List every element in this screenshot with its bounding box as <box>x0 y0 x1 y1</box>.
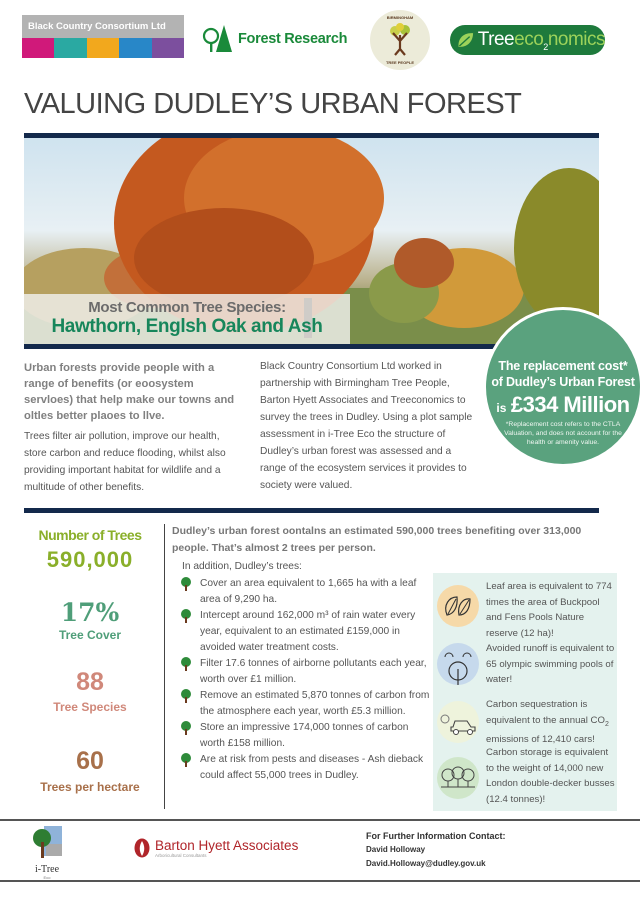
forest-summary: Dudley’s urban forest oontalns an estimated 590,000 trees benefiting over 313,000 people. That’s almost 2 trees per person. <box>172 525 582 554</box>
panel-text-part: Carbon sequestration is equivalent to the annual CO <box>486 699 605 726</box>
treeco-part: Tree <box>477 28 515 50</box>
species-list: Hawthorn, Englsh Oak and Ash <box>51 316 323 337</box>
trees-per-hectare-value: 60 <box>76 747 104 775</box>
tree-person-icon <box>385 23 415 57</box>
forest-research-trees-icon <box>202 24 234 54</box>
bha-name: Barton Hyett Associates <box>155 838 299 853</box>
species-heading: Most Common Tree Species: <box>88 299 286 316</box>
rain-tree-icon <box>437 643 479 685</box>
treeconomics-logo <box>450 25 605 55</box>
list-item <box>180 752 432 784</box>
trees-per-hectare-label: Trees per hectare <box>40 780 140 794</box>
leaves-icon <box>437 585 479 627</box>
section-divider <box>24 508 599 513</box>
tree-bullet-icon <box>180 657 192 671</box>
treeco-part: o <box>533 28 544 50</box>
tree-bullet-icon <box>180 721 192 735</box>
tree-cover-label: Tree Cover <box>58 628 122 642</box>
contact-block <box>366 829 506 871</box>
trees-icon <box>437 757 479 799</box>
bullet-text: Remove an estimated 5,870 tonnes of carbon from the atmosphere each year, worth £5.3 million. <box>200 690 430 717</box>
tree-species-value: 88 <box>76 668 104 696</box>
list-item <box>180 720 432 752</box>
forest-research-logo <box>202 24 347 54</box>
panel-text: Avoided runoff is equivalent to 65 olympic swimming pools of water! <box>486 643 615 685</box>
treeco-sub: 2 <box>543 41 548 52</box>
cost-is: is <box>496 401 507 415</box>
treeconomics-text <box>478 29 605 52</box>
tree-bullet-icon <box>180 577 192 591</box>
cost-line2: of Dudley’s Urban Forest <box>491 375 635 389</box>
i-tree-icon <box>32 826 62 860</box>
cost-heading <box>486 358 640 390</box>
replacement-cost-badge <box>483 307 640 467</box>
i-tree-sub: Eco <box>43 875 51 880</box>
cost-footnote: *Replacement cost refers to the CTLA Valuation, and does not account for the health or amenity value. <box>504 421 622 446</box>
bcc-logo-text: Black Country Consortium Ltd <box>22 15 184 38</box>
equivalents-panel <box>433 573 617 811</box>
intro-lead: Urban forests provide people with a range of benefits (or eoosystem servloes) that help make our towns and oltles better plaoes to llve. <box>24 362 235 422</box>
tree-cover-value: 17% <box>60 598 120 627</box>
species-banner <box>24 294 350 344</box>
tree-bullet-icon <box>180 609 192 623</box>
footer-top-rule <box>0 819 640 821</box>
partnership-paragraph: Black Country Consortium Ltd worked in partnership with Birmingham Tree People, Barton Hyett Associates and Treeconomics to survey the trees in Dudley. Using a plot sample assessment in i-Tree Eco the structure of Dudley’s urban forest was assessed and a range of the ecosystem services it provides to society were valued. <box>260 361 473 491</box>
car-icon <box>437 701 479 743</box>
co2-subscript: 2 <box>604 720 609 728</box>
treeco-part: ec <box>514 28 534 50</box>
tree-bullet-icon <box>180 689 192 703</box>
bullet-text: Store an impressive 174,000 tonnes of carbon worth £158 million. <box>200 722 409 749</box>
bcc-bar <box>54 38 86 58</box>
bcc-bar <box>87 38 119 58</box>
bcc-bar <box>22 38 54 58</box>
panel-text <box>486 697 618 747</box>
addition-intro: In addition, Dudley’s trees: <box>182 561 302 572</box>
contact-email[interactable]: David.Holloway@dudley.gov.uk <box>366 859 486 868</box>
forest-research-text: Forest Research <box>238 31 348 47</box>
panel-text: Leaf area is equivalent to 774 times the area of Buckpool and Fens Pools Nature reserve (12 ha)! <box>486 581 612 639</box>
bcc-bar <box>152 38 184 58</box>
bullet-text: Filter 17.6 tonnes of airborne pollutants each year, worth over £1 million. <box>200 658 427 685</box>
list-item <box>180 688 432 720</box>
tree-species-label: Tree Species <box>53 700 127 714</box>
black-country-consortium-logo <box>22 15 184 58</box>
barton-hyett-logo <box>134 838 298 858</box>
list-item <box>180 608 432 656</box>
leaf-icon <box>456 29 475 51</box>
treeco-part: nomics <box>547 28 605 50</box>
stats-divider <box>164 524 165 809</box>
cost-value-row <box>486 392 640 418</box>
i-tree-text: i-Tree <box>34 864 60 875</box>
btp-bottom-text: TREE PEOPLE <box>385 60 414 65</box>
bullet-text: Intercept around 162,000 m³ of rain water every year, equivalent to an estimated £159,000 in avoided water treatment costs. <box>200 610 416 653</box>
bullet-text: Are at risk from pests and diseases - Ash dieback could affect 55,000 trees in Dudley. <box>200 754 424 781</box>
page-title: VALUING DUDLEY’S URBAN FOREST <box>24 88 522 120</box>
bha-subtitle: Arboricultural Consultants <box>155 853 207 858</box>
birmingham-tree-people-logo <box>370 10 430 70</box>
footer-bottom-rule <box>0 880 640 882</box>
cost-value: £334 Million <box>510 392 630 417</box>
benefits-list <box>180 576 432 784</box>
panel-text-part: emissions of 12,410 cars! <box>486 733 595 745</box>
tree-bullet-icon <box>180 753 192 767</box>
contact-name: David Holloway <box>366 845 426 854</box>
panel-text: Carbon storage is equivalent to the weight of 14,000 new London double-decker busses (12.4 tonnes)! <box>486 747 615 805</box>
bcc-bar <box>119 38 151 58</box>
cost-line1: The replacement cost* <box>498 359 628 373</box>
number-of-trees-label: Number of Trees <box>38 527 142 543</box>
i-tree-logo <box>32 826 62 880</box>
intro-paragraph: Trees filter air pollution, improve our health, store carbon and reduce flooding, whilst also providing important habitat for wildlife and a multitude of other benefits. <box>24 431 226 493</box>
contact-heading: For Further Information Contact: <box>366 831 506 841</box>
btp-top-text: BIRMINGHAM <box>386 15 414 20</box>
bcc-color-bars <box>22 38 184 58</box>
list-item <box>180 656 432 688</box>
number-of-trees-value: 590,000 <box>46 547 134 572</box>
bullet-text: Cover an area equivalent to 1,665 ha with a leaf area of 9,290 ha. <box>200 578 417 605</box>
bha-seed-icon <box>134 838 150 858</box>
list-item <box>180 576 432 608</box>
